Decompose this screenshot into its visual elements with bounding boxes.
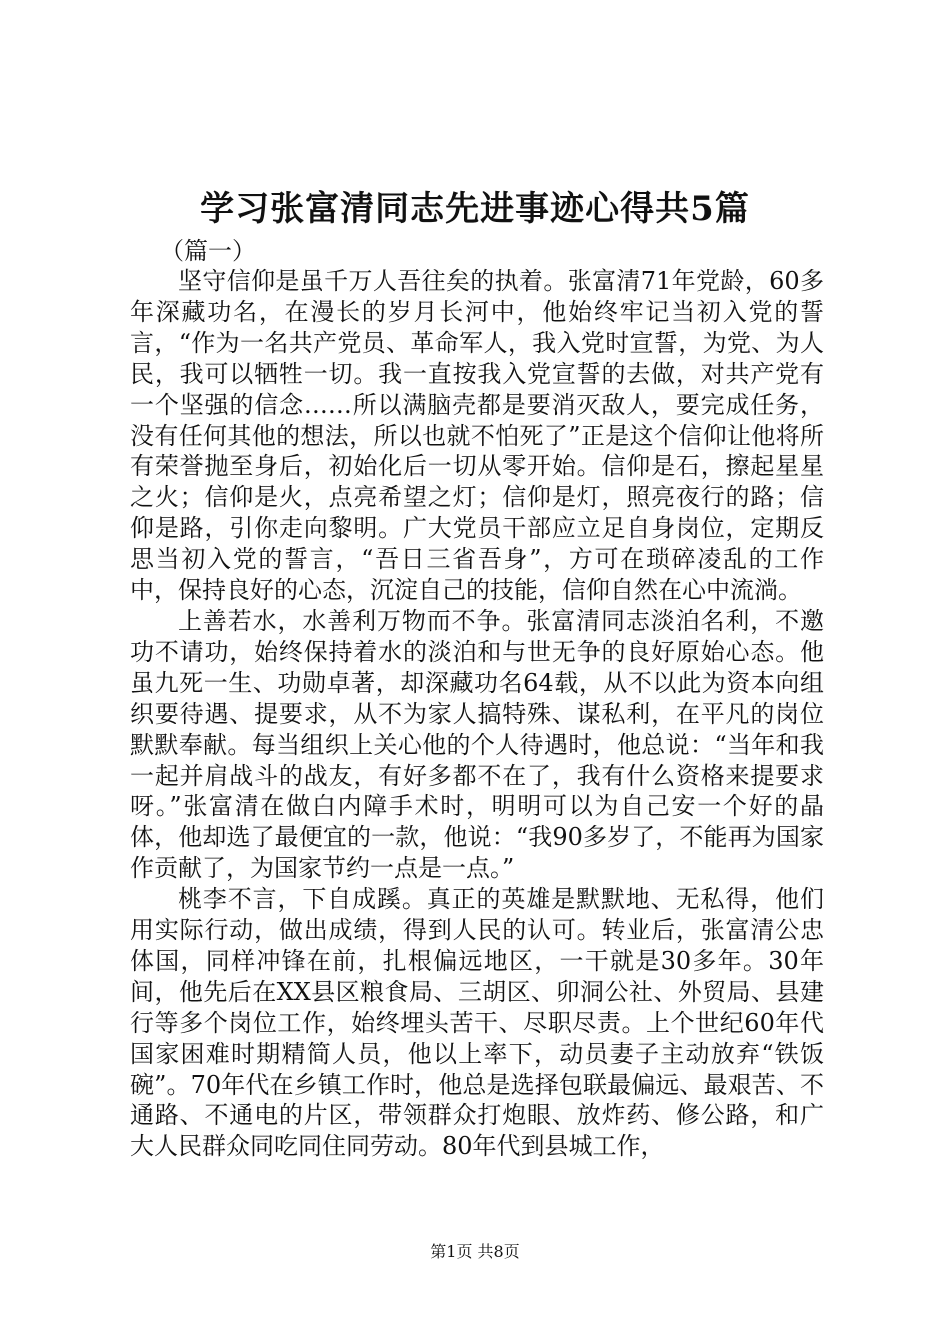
page-footer: 第1页 共8页 — [430, 1242, 520, 1261]
paragraph-1: 坚守信仰是虽千万人吾往矣的执着。张富清71年党龄，60多年深藏功名，在漫长的岁月长河中，他始终牢记当初入党的誓言，“作为一名共产党员、革命军人，我入党时宣誓，为党、为人民，我可以牺牲一切。我一直按我入党宣誓的去做，对共产党有一个坚强的信念……所以满脑壳都是要消灭敌人，要完成任务，没有任何其他的想法，所以也就不怕死了”正是这个信仰让他将所有荣誉抛至身后，初始化后一切从零开始。信仰是石，擦起星星之火；信仰是火，点亮希望之灯；信仰是灯，照亮夜行的路；信仰是路，引你走向黎明。广大党员干部应立足自身岗位，定期反思当初入党的誓言，“吾日三省吾身”，方可在琐碎凌乱的工作中，保持良好的心态，沉淀自己的技能，信仰自然在心中流淌。 — [130, 267, 824, 605]
paragraph-2: 上善若水，水善利万物而不争。张富清同志淡泊名利，不邀功不请功，始终保持着水的淡泊和与世无争的良好原始心态。他虽九死一生、功勋卓著，却深藏功名64载，从不以此为资本向组织要待遇、提要求，从不为家人搞特殊、谋私利，在平凡的岗位默默奉献。每当组织上关心他的个人待遇时，他总说：“当年和我一起并肩战斗的战友，有好多都不在了，我有什么资格来提要求呀。”张富清在做白内障手术时，明明可以为自己安一个好的晶体，他却选了最便宜的一款，他说：“我90多岁了，不能再为国家作贡献了，为国家节约一点是一点。” — [130, 606, 824, 883]
document-body — [130, 266, 824, 1162]
paragraph-3: 桃李不言，下自成蹊。真正的英雄是默默地、无私得，他们用实际行动，做出成绩，得到人民的认可。转业后，张富清公忠体国，同样冲锋在前，扎根偏远地区，一干就是30多年。30年间，他先后在XX县区粮食局、三胡区、卯洞公社、外贸局、县建行等多个岗位工作，始终埋头苦干、尽职尽责。上个世纪60年代国家困难时期精简人员，他以上率下，动员妻子主动放弃“铁饭碗”。70年代在乡镇工作时，他总是选择包联最偏远、最艰苦、不通路、不通电的片区，带领群众打炮眼、放炸药、修公路，和广大人民群众同吃同住同劳动。80年代到县城工作， — [130, 885, 824, 1161]
section-label: （篇一） — [160, 237, 256, 265]
document-title: 学习张富清同志先进事迹心得共5篇 — [200, 189, 750, 229]
